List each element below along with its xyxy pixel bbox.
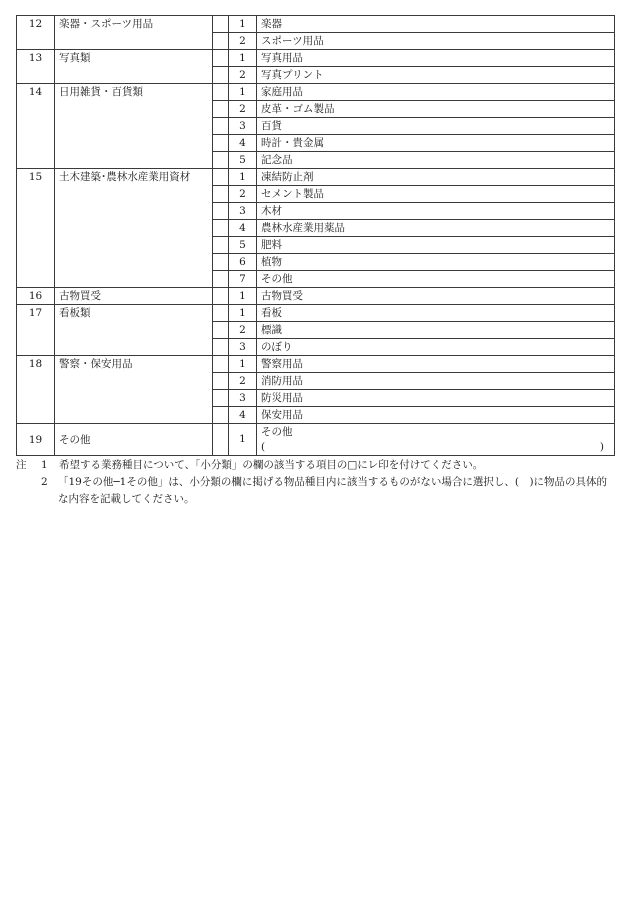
subcategory-name: 看板 <box>257 305 615 322</box>
checkbox-cell[interactable] <box>213 237 229 254</box>
note-text: 「19その他─1その他」は、小分類の欄に掲げる物品種目内に該当するものがない場合に選択し、( )に物品の具体的な内容を記載してください。 <box>58 476 608 505</box>
subcategory-name: 家庭用品 <box>257 84 615 101</box>
checkbox-cell[interactable] <box>213 407 229 424</box>
table-row <box>17 16 615 33</box>
subcategory-number: 3 <box>229 339 257 356</box>
note-2 <box>16 474 616 508</box>
checkbox-cell[interactable] <box>213 424 229 456</box>
category-number: 13 <box>17 50 55 84</box>
category-number: 15 <box>17 169 55 288</box>
checkbox-cell[interactable] <box>213 118 229 135</box>
subcategory-name: 消防用品 <box>257 373 615 390</box>
subcategory-name-with-detail <box>257 424 615 456</box>
checkbox-cell[interactable] <box>213 16 229 33</box>
subcategory-name: その他 <box>257 271 615 288</box>
checkbox-cell[interactable] <box>213 271 229 288</box>
notes <box>16 457 616 508</box>
subcategory-number: 4 <box>229 220 257 237</box>
subcategory-number: 4 <box>229 135 257 152</box>
category-name: 土木建築･農林水産業用資材 <box>55 169 213 288</box>
category-name: 看板類 <box>55 305 213 356</box>
subcategory-number: 4 <box>229 407 257 424</box>
subcategory-number: 1 <box>229 16 257 33</box>
subcategory-name: 写真用品 <box>257 50 615 67</box>
checkbox-cell[interactable] <box>213 67 229 84</box>
category-number: 16 <box>17 288 55 305</box>
checkbox-cell[interactable] <box>213 50 229 67</box>
subcategory-number: 2 <box>229 101 257 118</box>
subcategory-number: 6 <box>229 254 257 271</box>
subcategory-name: 植物 <box>257 254 615 271</box>
table-row <box>17 356 615 373</box>
category-number: 17 <box>17 305 55 356</box>
checkbox-cell[interactable] <box>213 373 229 390</box>
subcategory-name: 楽器 <box>257 16 615 33</box>
subcategory-name: 百貨 <box>257 118 615 135</box>
subcategory-name: 古物買受 <box>257 288 615 305</box>
subcategory-number: 7 <box>229 271 257 288</box>
checkbox-cell[interactable] <box>213 169 229 186</box>
subcategory-number: 2 <box>229 186 257 203</box>
subcategory-number: 3 <box>229 118 257 135</box>
subcategory-number: 2 <box>229 33 257 50</box>
note-text: 希望する業務種目について、「小分類」の欄の該当する項目の□にレ印を付けてください。 <box>59 459 484 471</box>
subcategory-name: のぼり <box>257 339 615 356</box>
category-number: 14 <box>17 84 55 169</box>
table-row <box>17 424 615 456</box>
checkbox-cell[interactable] <box>213 203 229 220</box>
subcategory-name: 記念品 <box>257 152 615 169</box>
subcategory-number: 5 <box>229 152 257 169</box>
subcategory-name: 肥料 <box>257 237 615 254</box>
subcategory-name: その他 <box>261 425 293 438</box>
note-number: 2 <box>41 476 48 488</box>
subcategory-name: 防災用品 <box>257 390 615 407</box>
subcategory-number: 1 <box>229 50 257 67</box>
subcategory-name: 保安用品 <box>257 407 615 424</box>
subcategory-number: 2 <box>229 67 257 84</box>
subcategory-name: 凍結防止剤 <box>257 169 615 186</box>
table-row <box>17 169 615 186</box>
subcategory-name: 農林水産業用薬品 <box>257 220 615 237</box>
subcategory-name: セメント製品 <box>257 186 615 203</box>
checkbox-cell[interactable] <box>213 33 229 50</box>
open-parenthesis: ( <box>261 440 266 453</box>
close-parenthesis: ) <box>599 440 604 453</box>
table-row <box>17 305 615 322</box>
checkbox-cell[interactable] <box>213 101 229 118</box>
subcategory-number: 1 <box>229 305 257 322</box>
table-row <box>17 288 615 305</box>
category-name: 古物買受 <box>55 288 213 305</box>
checkbox-cell[interactable] <box>213 135 229 152</box>
checkbox-cell[interactable] <box>213 254 229 271</box>
checkbox-cell[interactable] <box>213 339 229 356</box>
note-number: 1 <box>41 459 48 471</box>
checkbox-cell[interactable] <box>213 322 229 339</box>
category-number: 18 <box>17 356 55 424</box>
category-number: 19 <box>17 424 55 456</box>
checkbox-cell[interactable] <box>213 84 229 101</box>
subcategory-number: 1 <box>229 356 257 373</box>
checkbox-cell[interactable] <box>213 356 229 373</box>
checkbox-cell[interactable] <box>213 288 229 305</box>
subcategory-number: 2 <box>229 373 257 390</box>
subcategory-number: 1 <box>229 424 257 456</box>
category-number: 12 <box>17 16 55 50</box>
checkbox-cell[interactable] <box>213 305 229 322</box>
subcategory-number: 1 <box>229 169 257 186</box>
subcategory-name: 警察用品 <box>257 356 615 373</box>
subcategory-number: 3 <box>229 390 257 407</box>
subcategory-number: 1 <box>229 288 257 305</box>
checkbox-cell[interactable] <box>213 152 229 169</box>
detail-input-parentheses[interactable] <box>261 440 610 455</box>
subcategory-name: 標識 <box>257 322 615 339</box>
category-name: 写真類 <box>55 50 213 84</box>
checkbox-cell[interactable] <box>213 390 229 407</box>
subcategory-name: 皮革・ゴム製品 <box>257 101 615 118</box>
table-row <box>17 50 615 67</box>
business-category-table <box>16 15 615 456</box>
note-label: 注 <box>16 459 27 471</box>
subcategory-name: 写真プリント <box>257 67 615 84</box>
subcategory-name: 木材 <box>257 203 615 220</box>
subcategory-number: 3 <box>229 203 257 220</box>
category-name: 警察・保安用品 <box>55 356 213 424</box>
table-row <box>17 84 615 101</box>
checkbox-cell[interactable] <box>213 220 229 237</box>
subcategory-number: 2 <box>229 322 257 339</box>
checkbox-cell[interactable] <box>213 186 229 203</box>
subcategory-name: 時計・貴金属 <box>257 135 615 152</box>
subcategory-name: スポーツ用品 <box>257 33 615 50</box>
subcategory-number: 1 <box>229 84 257 101</box>
category-name: 楽器・スポーツ用品 <box>55 16 213 50</box>
note-1 <box>16 457 616 474</box>
category-name: 日用雑貨・百貨類 <box>55 84 213 169</box>
subcategory-number: 5 <box>229 237 257 254</box>
category-name: その他 <box>55 424 213 456</box>
